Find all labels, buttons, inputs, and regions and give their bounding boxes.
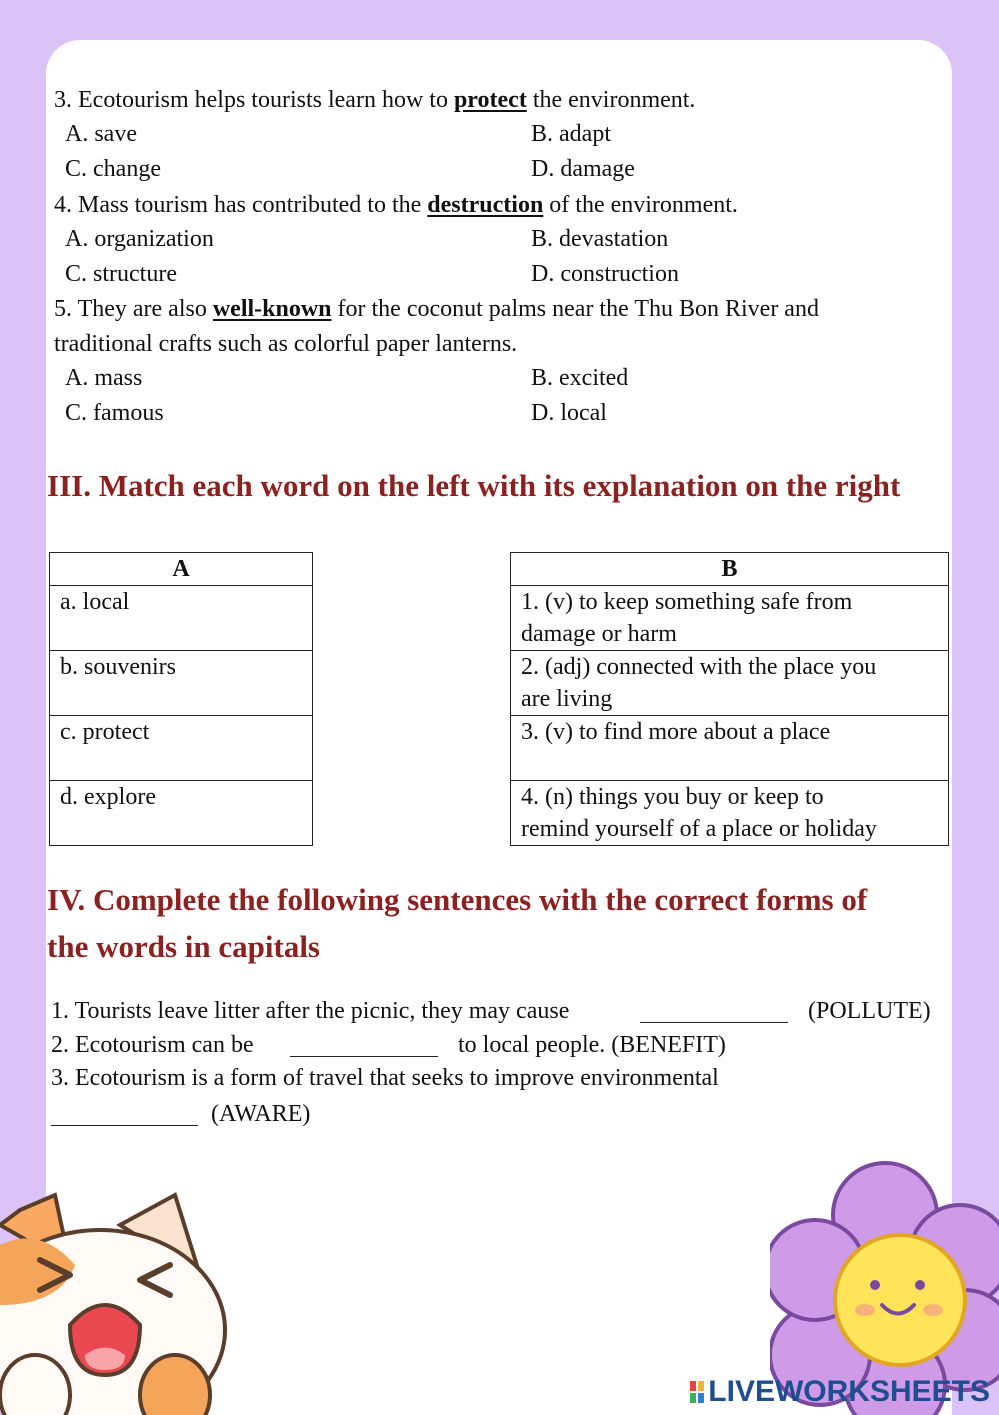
section-4-heading-line1: IV. Complete the following sentences with the correct forms of: [47, 882, 868, 917]
underlined-word: well-known: [212, 296, 332, 322]
option-d: D. construction: [531, 261, 679, 287]
match-definition-3[interactable]: 3. (v) to find more about a place: [511, 716, 949, 781]
question-3: 3. Ecotourism helps tourists learn how to protect the environment.: [54, 87, 696, 113]
sentence-1-hint: (POLLUTE): [808, 998, 931, 1024]
logo-text: LIVEWORKSHEETS: [708, 1375, 990, 1408]
option-d: D. damage: [531, 156, 635, 182]
question-5-line2: traditional crafts such as colorful paper lanterns.: [54, 331, 518, 357]
match-item-b[interactable]: b. souvenirs: [50, 651, 313, 716]
sentence-3-hint: (AWARE): [211, 1101, 311, 1127]
column-b-header: B: [511, 553, 949, 586]
sentence-2-end: to local people. (BENEFIT): [458, 1032, 726, 1058]
match-definition-4[interactable]: 4. (n) things you buy or keep to remind yourself of a place or holiday: [511, 781, 949, 846]
underlined-word: destruction: [427, 192, 544, 218]
question-5: 5. They are also well-known for the coconut palms near the Thu Bon River and: [54, 296, 819, 322]
match-item-c[interactable]: c. protect: [50, 716, 313, 781]
option-c: C. change: [65, 156, 161, 182]
match-item-a[interactable]: a. local: [50, 586, 313, 651]
section-4-heading-line2: the words in capitals: [47, 929, 320, 964]
section-3-heading: III. Match each word on the left with its explanation on the right: [47, 468, 901, 503]
logo-icon: [690, 1381, 704, 1403]
column-a-header: A: [50, 553, 313, 586]
option-c: C. structure: [65, 261, 177, 287]
option-a: A. organization: [65, 226, 214, 252]
answer-blank-1[interactable]: [640, 1022, 788, 1023]
option-c: C. famous: [65, 400, 164, 426]
option-b: B. excited: [531, 365, 629, 391]
option-a: A. mass: [65, 365, 143, 391]
match-definition-2[interactable]: 2. (adj) connected with the place you are living: [511, 651, 949, 716]
match-item-d[interactable]: d. explore: [50, 781, 313, 846]
option-d: D. local: [531, 400, 607, 426]
option-b: B. devastation: [531, 226, 669, 252]
option-a: A. save: [65, 121, 137, 147]
match-definition-1[interactable]: 1. (v) to keep something safe from damage or harm: [511, 586, 949, 651]
answer-blank-2[interactable]: [290, 1056, 438, 1057]
underlined-word: protect: [453, 87, 527, 113]
sentence-2-start: 2. Ecotourism can be: [51, 1032, 254, 1058]
cat-illustration: [0, 1165, 240, 1415]
sentence-3: 3. Ecotourism is a form of travel that seeks to improve environmental: [51, 1065, 719, 1091]
question-4: 4. Mass tourism has contributed to the destruction of the environment.: [54, 192, 738, 218]
answer-blank-3[interactable]: [51, 1125, 198, 1126]
liveworksheets-logo[interactable]: [690, 1374, 990, 1410]
option-b: B. adapt: [531, 121, 611, 147]
match-table-a: [49, 552, 313, 846]
match-table-b: [510, 552, 949, 846]
sentence-1: 1. Tourists leave litter after the picnic, they may cause: [51, 998, 570, 1024]
